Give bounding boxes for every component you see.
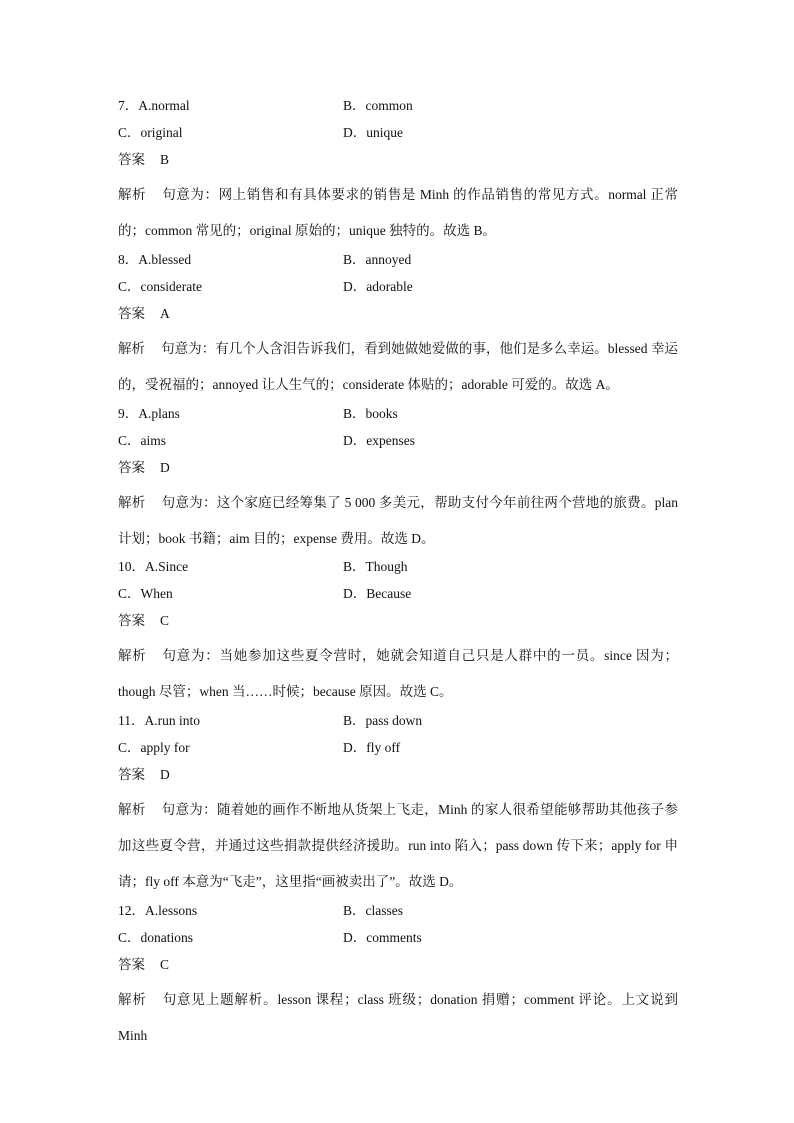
explanation: [118, 792, 678, 900]
answer-line: [118, 761, 678, 788]
answer-value: A: [160, 306, 170, 321]
explanation-label: 解析: [118, 495, 146, 510]
explanation: [118, 485, 678, 557]
question-9: [118, 400, 678, 557]
option-a: 12．A.lessons: [118, 903, 198, 918]
question-11: [118, 707, 678, 900]
answer-label: 答案: [118, 306, 145, 321]
explanation-label: 解析: [118, 648, 147, 663]
answer-line: [118, 951, 678, 978]
option-d: D．unique: [343, 125, 403, 140]
explanation-text: 句意为：当她参加这些夏令营时，她就会知道自己只是人群中的一员。since 因为；though 尽管；when 当……时候；because 原因。故选 C。: [118, 648, 678, 699]
explanation-text: 句意为：有几个人含泪告诉我们，看到她做她爱做的事，他们是多么幸运。blessed 幸运的，受祝福的；annoyed 让人生气的；considerate 体贴的；adorable 可爱的。故选 A。: [118, 341, 678, 392]
option-d: D．Because: [343, 586, 412, 601]
answer-line: [118, 607, 678, 634]
explanation-text: 句意为：随着她的画作不断地从货架上飞走，Minh 的家人很希望能够帮助其他孩子参加这些夏令营，并通过这些捐款提供经济援助。run into 陷入；pass down 传下来；apply for 申请；fly off 本意为“飞走”，这里指“画被卖出了”。故选 D。: [118, 802, 679, 889]
option-d: D．comments: [343, 930, 422, 945]
option-d: D．adorable: [343, 279, 413, 294]
option-c: C．apply for: [118, 740, 190, 755]
option-a: 9．A.plans: [118, 406, 180, 421]
answer-value: C: [160, 613, 170, 628]
explanation-text: 句意见上题解析。lesson 课程；class 班级；donation 捐赠；comment 评论。上文说到 Minh: [118, 992, 678, 1043]
answer-label: 答案: [118, 767, 145, 782]
option-c: C．aims: [118, 433, 167, 448]
answer-value: B: [160, 152, 170, 167]
explanation: [118, 177, 678, 249]
explanation-label: 解析: [118, 187, 147, 202]
option-b: B．classes: [343, 903, 403, 918]
option-d: D．expenses: [343, 433, 415, 448]
answer-label: 答案: [118, 957, 145, 972]
option-c: C．original: [118, 125, 183, 140]
option-c: C．When: [118, 586, 173, 601]
question-8: [118, 246, 678, 403]
explanation-text: 句意为：网上销售和有具体要求的销售是 Minh 的作品销售的常见方式。normal 正常的；common 常见的；original 原始的；unique 独特的。故选 B。: [118, 187, 679, 238]
answer-value: D: [160, 460, 170, 475]
explanation-text: 句意为：这个家庭已经筹集了 5 000 多美元，帮助支付今年前往两个营地的旅费。plan 计划；book 书籍；aim 目的；expense 费用。故选 D。: [118, 495, 678, 546]
answer-line: [118, 146, 678, 173]
option-c: C．considerate: [118, 279, 202, 294]
explanation-label: 解析: [118, 341, 146, 356]
option-c: C．donations: [118, 930, 194, 945]
question-7: [118, 92, 678, 249]
answer-line: [118, 454, 678, 481]
explanation: [118, 331, 678, 403]
option-a: 7．A.normal: [118, 98, 190, 113]
option-b: B．common: [343, 98, 413, 113]
explanation: [118, 982, 678, 1054]
question-10: [118, 553, 678, 710]
option-d: D．fly off: [343, 740, 401, 755]
option-a: 8．A.blessed: [118, 252, 192, 267]
option-a: 11．A.run into: [118, 713, 200, 728]
answer-label: 答案: [118, 460, 145, 475]
option-b: B．Though: [343, 559, 408, 574]
option-b: B．pass down: [343, 713, 423, 728]
answer-line: [118, 300, 678, 327]
option-b: B．books: [343, 406, 398, 421]
answer-label: 答案: [118, 613, 145, 628]
explanation-label: 解析: [118, 992, 147, 1007]
option-b: B．annoyed: [343, 252, 412, 267]
explanation-label: 解析: [118, 802, 146, 817]
answer-label: 答案: [118, 152, 145, 167]
question-12: [118, 897, 678, 1054]
answer-value: C: [160, 957, 170, 972]
answer-value: D: [160, 767, 170, 782]
option-a: 10．A.Since: [118, 559, 189, 574]
explanation: [118, 638, 678, 710]
